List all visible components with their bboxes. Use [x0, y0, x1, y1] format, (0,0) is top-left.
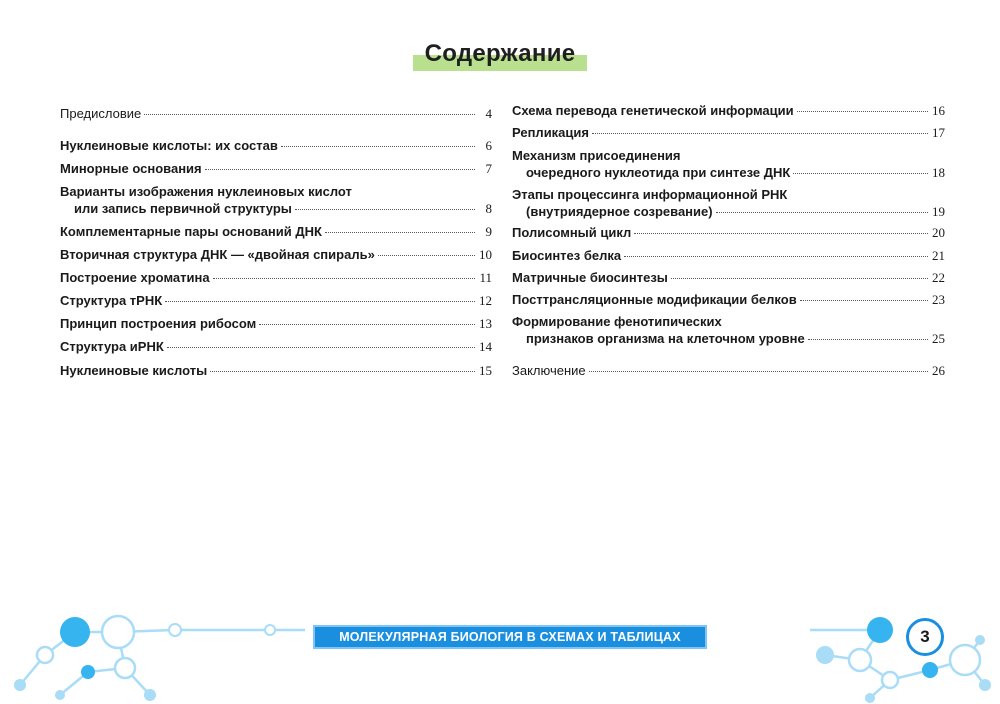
molecule-node [865, 693, 875, 703]
toc-page-number: 10 [479, 247, 492, 262]
toc-entry-title: Варианты изображения нуклеиновых кислот [60, 184, 352, 199]
toc-entry-title: Вторичная структура ДНК — «двойная спираль» [60, 247, 375, 262]
molecule-node [816, 646, 834, 664]
toc-page-number: 14 [479, 339, 492, 354]
toc-entry-title: Комплементарные пары оснований ДНК [60, 224, 322, 239]
molecule-node [60, 617, 90, 647]
toc-entry[interactable] [60, 292, 492, 309]
toc-entry[interactable] [512, 102, 945, 119]
molecule-node [81, 665, 95, 679]
toc-entry-title: Заключение [512, 363, 586, 378]
toc-entry[interactable] [512, 247, 945, 264]
toc-page-number: 21 [932, 248, 945, 263]
toc-entry[interactable] [60, 246, 492, 263]
toc-entry[interactable] [512, 186, 945, 220]
toc-page-number: 11 [479, 270, 492, 285]
toc-entry[interactable] [60, 160, 492, 177]
toc-page-number: 25 [932, 331, 945, 346]
toc-entry-title: Биосинтез белка [512, 248, 622, 263]
molecule-decoration-left [0, 560, 330, 704]
toc-page-number: 13 [479, 316, 492, 331]
toc-page-number: 8 [485, 201, 492, 216]
molecule-node [37, 647, 53, 663]
molecule-node [14, 679, 26, 691]
toc-entry-title: Структура иРНК [60, 339, 164, 354]
molecule-node [975, 635, 985, 645]
toc-entry-title: Формирование фенотипических [512, 314, 722, 329]
dot-leader [281, 146, 475, 147]
molecule-decoration-right [800, 560, 1000, 704]
molecule-node [265, 625, 275, 635]
dot-leader [167, 347, 475, 348]
toc-page-number: 9 [485, 224, 492, 239]
toc-entry-title: очередного нуклеотида при синтезе ДНК [526, 165, 791, 180]
toc-page-number: 23 [932, 292, 945, 307]
dot-leader [165, 301, 475, 302]
toc-entry[interactable] [512, 362, 945, 379]
toc-entry[interactable] [60, 223, 492, 240]
toc-entry-title: Построение хроматина [60, 270, 210, 285]
page-title: Содержание [413, 40, 588, 68]
dot-leader [325, 232, 475, 233]
title-wrap [0, 40, 1000, 68]
toc-page-number: 20 [932, 225, 945, 240]
toc-page-number: 4 [485, 106, 492, 121]
dot-leader [589, 371, 928, 372]
toc-entry[interactable] [512, 291, 945, 308]
dot-leader [634, 233, 928, 234]
toc-page-number: 19 [932, 204, 945, 219]
toc-page-number: 16 [932, 103, 945, 118]
page-number: 3 [906, 618, 944, 656]
toc-page-number: 22 [932, 270, 945, 285]
toc-entry[interactable] [60, 183, 492, 217]
toc-entry[interactable] [512, 224, 945, 241]
dot-leader [295, 209, 475, 210]
toc-entry[interactable] [60, 338, 492, 355]
molecule-node [169, 624, 181, 636]
dot-leader [205, 169, 475, 170]
dot-leader [797, 111, 928, 112]
toc-entry-title: Посттрансляционные модификации белков [512, 292, 797, 307]
toc-page-number: 26 [932, 363, 945, 378]
molecule-node [115, 658, 135, 678]
molecule-node [55, 690, 65, 700]
dot-leader [800, 300, 928, 301]
molecule-node [922, 662, 938, 678]
dot-leader [259, 324, 475, 325]
toc-entry-title: Репликация [512, 125, 589, 140]
dot-leader [213, 278, 475, 279]
toc-entry-title: Предисловие [60, 106, 142, 121]
toc-entry[interactable] [512, 124, 945, 141]
dot-leader [808, 339, 928, 340]
toc-entry[interactable] [60, 105, 492, 122]
toc-page-number: 18 [932, 165, 945, 180]
molecule-node [979, 679, 991, 691]
dot-leader [793, 173, 928, 174]
dot-leader [378, 255, 475, 256]
toc-entry[interactable] [60, 362, 492, 379]
dot-leader [671, 278, 928, 279]
molecule-node [849, 649, 871, 671]
toc-page-number: 17 [932, 125, 945, 140]
dot-leader [716, 212, 928, 213]
toc-entry-title: Полисомный цикл [512, 225, 632, 240]
toc-page-number: 15 [479, 363, 492, 378]
footer-band [313, 625, 707, 649]
toc-entry-title: Структура тРНК [60, 293, 163, 308]
toc-entry-title: признаков организма на клеточном уровне [526, 331, 805, 346]
toc-entry-title: Матричные биосинтезы [512, 270, 668, 285]
molecule-node [882, 672, 898, 688]
dot-leader [144, 114, 475, 115]
toc-entry-title: (внутриядерное созревание) [526, 204, 713, 219]
molecule-node [867, 617, 893, 643]
toc-entry[interactable] [60, 315, 492, 332]
toc-entry[interactable] [512, 147, 945, 181]
toc-entry[interactable] [512, 269, 945, 286]
dot-leader [592, 133, 928, 134]
toc-entry[interactable] [60, 269, 492, 286]
toc-entry-title: Механизм присоединения [512, 148, 681, 163]
molecule-node [950, 645, 980, 675]
molecule-node [102, 616, 134, 648]
toc-page-number: 7 [485, 161, 492, 176]
toc-entry-title: Схема перевода генетической информации [512, 103, 794, 118]
toc-entry-title: Этапы процессинга информационной РНК [512, 187, 788, 202]
book-title: МОЛЕКУЛЯРНАЯ БИОЛОГИЯ В СХЕМАХ И ТАБЛИЦАХ [339, 630, 681, 644]
dot-leader [624, 256, 928, 257]
dot-leader [210, 371, 475, 372]
toc-entry-title: или запись первичной структуры [74, 201, 292, 216]
toc-entry-title: Принцип построения рибосом [60, 316, 257, 331]
toc-entry-title: Нуклеиновые кислоты: их состав [60, 138, 278, 153]
toc-entry[interactable] [60, 137, 492, 154]
toc-entry-title: Нуклеиновые кислоты [60, 363, 208, 378]
molecule-node [144, 689, 156, 701]
toc-entry[interactable] [512, 313, 945, 347]
toc-entry-title: Минорные основания [60, 161, 202, 176]
toc-page-number: 12 [479, 293, 492, 308]
toc-page-number: 6 [485, 138, 492, 153]
